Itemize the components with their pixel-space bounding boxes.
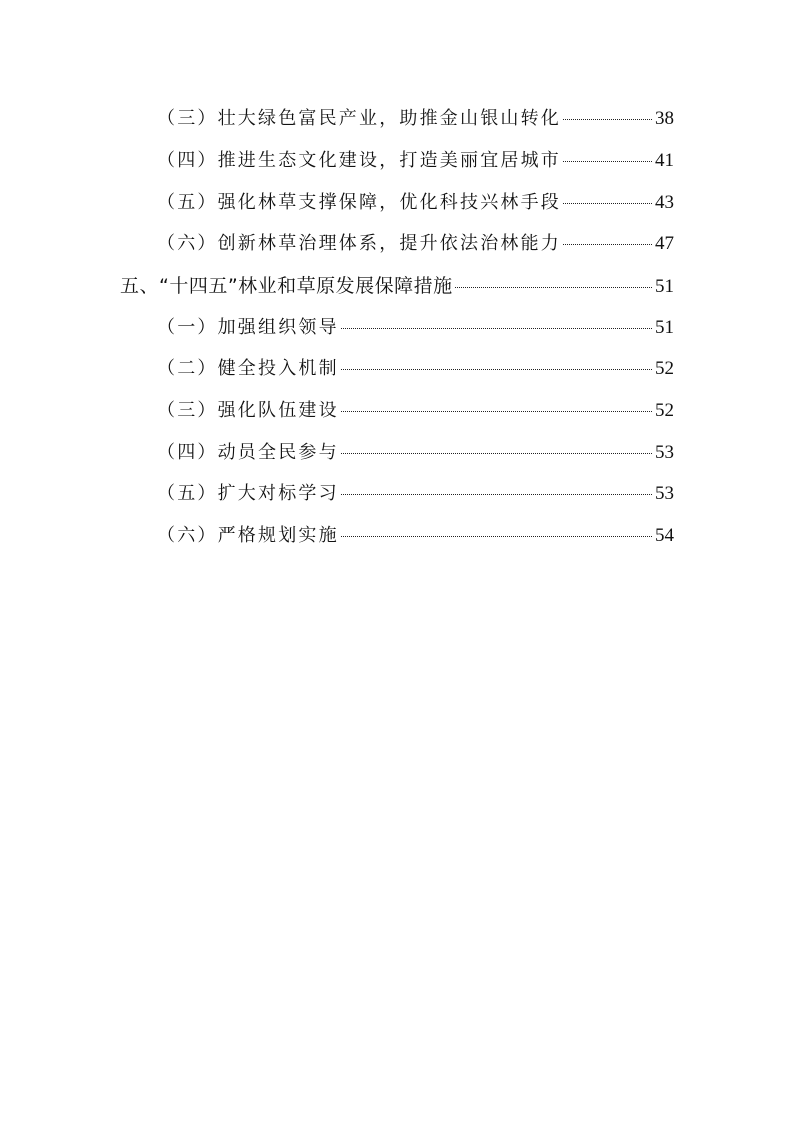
toc-entry[interactable] [157,188,674,214]
toc-page-number: 38 [655,108,674,129]
toc-entry[interactable] [157,229,674,255]
toc-entry-label: （四）推进生态文化建设，打造美丽宜居城市 [157,150,561,171]
toc-page-number: 53 [655,442,674,463]
toc-entry[interactable] [157,438,674,464]
toc-dot-leader [341,411,652,412]
toc-chapter-label: 五、“十四五”林业和草原发展保障措施 [120,275,453,297]
toc-dot-leader [341,536,652,537]
toc-chapter-entry[interactable] [120,271,674,298]
toc-dot-leader [563,161,652,162]
toc-entry-label: （二）健全投入机制 [157,358,339,379]
toc-page-number: 47 [655,233,674,254]
toc-page-number: 41 [655,150,674,171]
toc-dot-leader [563,203,652,204]
toc-entry-label: （一）加强组织领导 [157,317,339,338]
toc-dot-leader [563,119,652,120]
toc-dot-leader [341,453,652,454]
toc-entry-label: （三）强化队伍建设 [157,400,339,421]
toc-dot-leader [341,494,652,495]
toc-entry-label: （六）严格规划实施 [157,525,339,546]
toc-entry-label: （五）扩大对标学习 [157,483,339,504]
toc-page-number: 52 [655,358,674,379]
toc-page-number: 51 [655,317,674,338]
toc-entry-label: （三）壮大绿色富民产业，助推金山银山转化 [157,108,561,129]
toc-dot-leader [455,287,652,288]
toc-entry[interactable] [157,313,674,339]
toc-entry[interactable] [157,396,674,422]
toc-entry-label: （五）强化林草支撑保障，优化科技兴林手段 [157,192,561,213]
toc-page-number: 51 [655,276,674,297]
toc-entry[interactable] [157,146,674,172]
toc-entry-label: （六）创新林草治理体系，提升依法治林能力 [157,233,561,254]
toc-entry[interactable] [157,104,674,130]
toc-dot-leader [563,244,652,245]
toc-dot-leader [341,328,652,329]
toc-page-number: 53 [655,483,674,504]
toc-entry[interactable] [157,479,674,505]
toc-page-number: 52 [655,400,674,421]
toc-entry-label: （四）动员全民参与 [157,442,339,463]
toc-entry[interactable] [157,354,674,380]
toc-page-number: 54 [655,525,674,546]
toc-entry[interactable] [157,521,674,547]
toc-dot-leader [341,369,652,370]
toc-page-number: 43 [655,192,674,213]
